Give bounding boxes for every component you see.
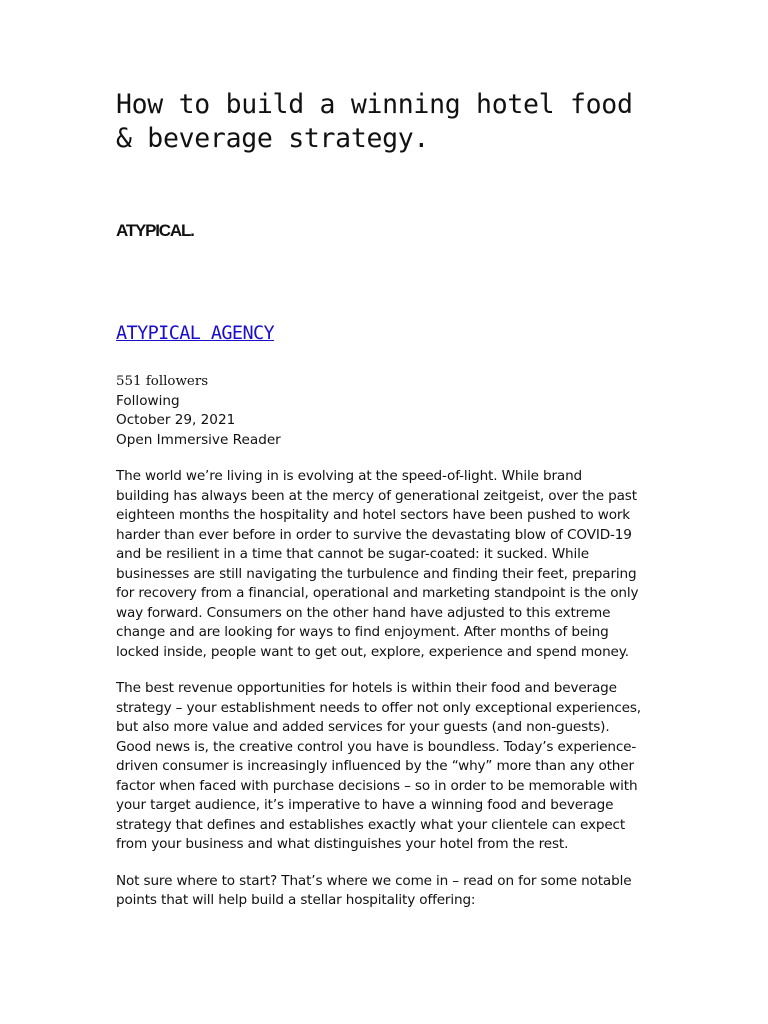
article-page bbox=[116, 88, 656, 911]
text-line: driven consumer is increasingly influenced by the “why” more than any other bbox=[116, 758, 634, 774]
text-line: The best revenue opportunities for hotels is within their food and beverage bbox=[116, 680, 617, 696]
body-paragraph-3 bbox=[116, 872, 656, 911]
follower-count: 551 followers bbox=[116, 374, 209, 389]
author-link[interactable]: ATYPICAL AGENCY bbox=[116, 323, 275, 344]
text-line: The world we’re living in is evolving at the speed-of-light. While brand bbox=[116, 468, 583, 484]
publish-date: October 29, 2021 bbox=[116, 412, 236, 428]
atypical-logo: ATYPICAL. bbox=[116, 221, 194, 240]
body-paragraph-2 bbox=[116, 679, 656, 855]
text-line: eighteen months the hospitality and hotel sectors have been pushed to work bbox=[116, 507, 631, 523]
text-line: for recovery from a financial, operational and marketing standpoint is the only bbox=[116, 585, 639, 601]
text-line: factor when faced with purchase decisions – so in order to be memorable with bbox=[116, 777, 638, 794]
text-line: harder than ever before in order to survive the devastating blow of COVID-19 bbox=[116, 526, 632, 543]
text-line: from your business and what distinguishes your hotel from the rest. bbox=[116, 836, 569, 852]
text-line: strategy that defines and establishes exactly what your clientele can expect bbox=[116, 816, 626, 833]
text-line: strategy – your establishment needs to offer not only exceptional experiences, bbox=[116, 699, 641, 716]
text-line: Good news is, the creative control you have is boundless. Today’s experience- bbox=[116, 738, 637, 755]
author-meta bbox=[116, 372, 656, 450]
immersive-reader-link[interactable]: Open Immersive Reader bbox=[116, 431, 281, 448]
follow-status[interactable]: Following bbox=[116, 392, 180, 409]
article-title bbox=[116, 88, 656, 156]
text-line: points that will help build a stellar hospitality offering: bbox=[116, 892, 476, 908]
text-line: Not sure where to start? That’s where we come in – read on for some notable bbox=[116, 872, 632, 889]
text-line: way forward. Consumers on the other hand have adjusted to this extreme bbox=[116, 604, 611, 621]
text-line: building has always been at the mercy of generational zeitgeist, over the past bbox=[116, 487, 637, 504]
text-line: and be resilient in a time that cannot be sugar-coated: it sucked. While bbox=[116, 546, 589, 562]
text-line: locked inside, people want to get out, explore, experience and spend money. bbox=[116, 643, 629, 660]
text-line: change and are looking for ways to find enjoyment. After months of being bbox=[116, 624, 609, 640]
title-line: & beverage strategy. bbox=[116, 123, 430, 154]
text-line: but also more value and added services for your guests (and non-guests). bbox=[116, 719, 610, 735]
text-line: businesses are still navigating the turbulence and finding their feet, preparing bbox=[116, 565, 637, 582]
title-line: How to build a winning hotel food bbox=[116, 89, 633, 120]
body-paragraph-1 bbox=[116, 467, 656, 662]
text-line: your target audience, it’s imperative to have a winning food and beverage bbox=[116, 797, 614, 813]
